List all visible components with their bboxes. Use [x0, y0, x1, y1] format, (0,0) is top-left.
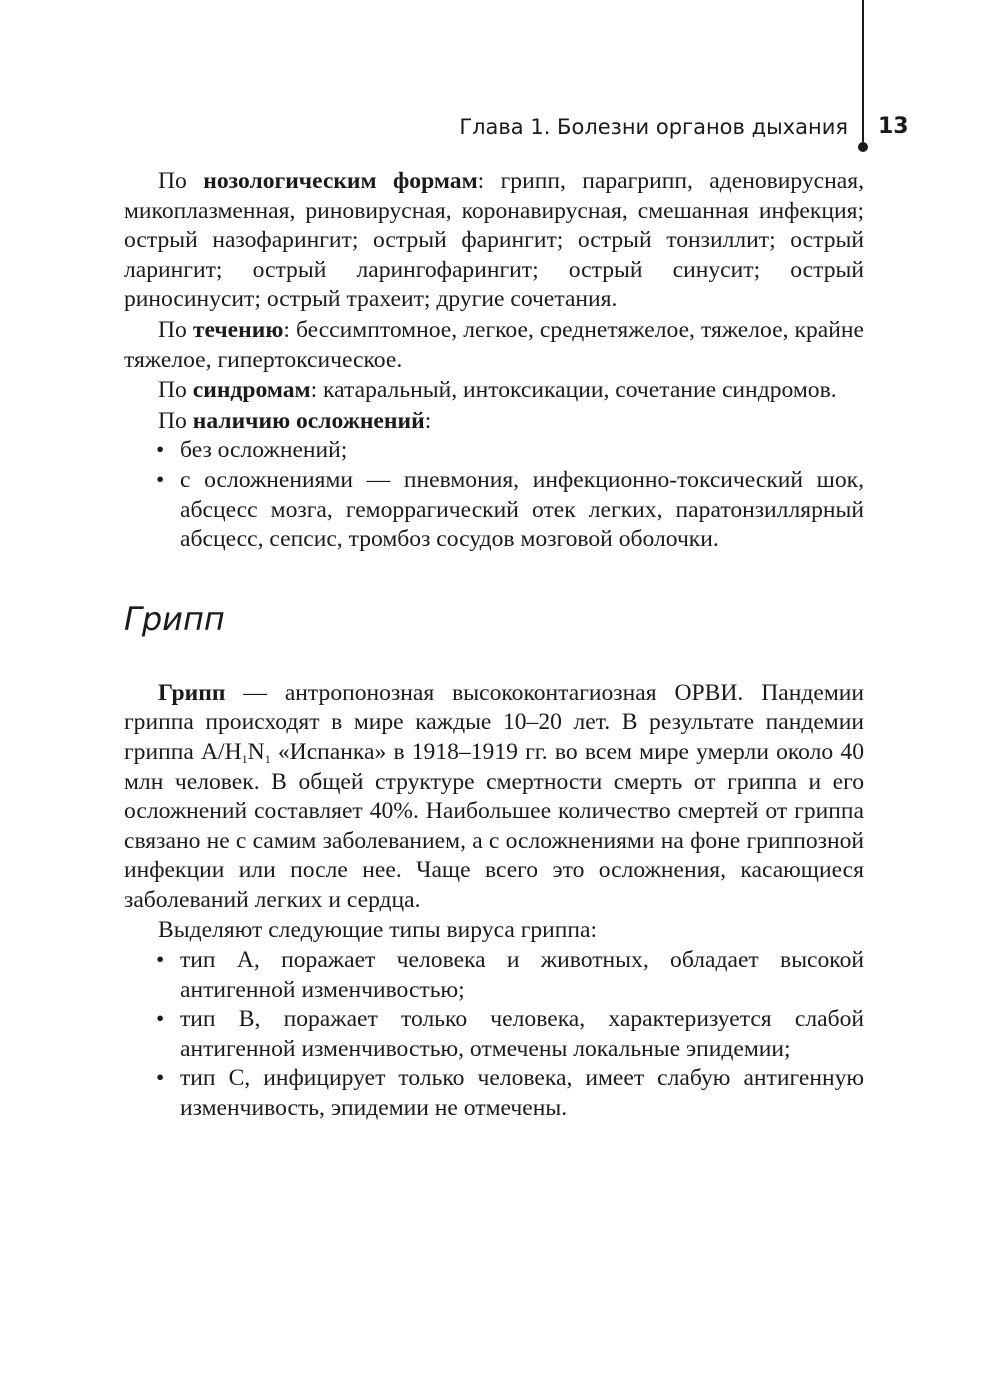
- term-nosological-forms: нозологическим формам: [203, 168, 478, 194]
- list-item: • тип А, поражает человека и животных, обладает высокой антигенной изменчивостью;: [180, 946, 864, 1005]
- paragraph-complications: По наличию осложнений:: [158, 407, 432, 434]
- virus-types-list: [124, 946, 864, 1124]
- term-course: течению: [192, 316, 284, 343]
- margin-rule-dot: [858, 142, 868, 152]
- term-syndromes: синдромам: [192, 377, 311, 404]
- term-influenza: Грипп: [158, 679, 226, 706]
- paragraph-influenza-intro: Грипп — антропонозная высококонтагиозная ОРВИ. Пандемии гриппа происходят в мире каждые 10–20 лет. В результате пандемии гриппа $А/H_1N_1$ «Испанка» в 1918–1919 гг. во всем мире умерли около 40 млн человек. В общей структуре смертности смерть от гриппа и его осложнений составляет 40%. Наибольшее количество смертей от гриппа связано не с самим заболеванием, а с осложнениями на фоне гриппозной инфекции или после нее. Чаще всего это осложнения, касающиеся заболеваний легких и сердца.: [124, 679, 865, 913]
- paragraph-nosological-forms: По нозологическим формам: грипп, парагрипп, аденовирусная, микоплазменная, риновирусная, коронавирусная, смешанная инфекция; острый назофарингит; острый фарингит; острый тонзиллит; острый ларингит; острый ларингофарингит; острый синусит; острый риносинусит; острый трахеит; другие сочетания.: [124, 168, 864, 313]
- running-head: Глава 1. Болезни органов дыхания: [459, 115, 848, 139]
- list-item: • тип С, инфицирует только человека, имеет слабую антигенную изменчивость, эпидемии не отмечены.: [180, 1064, 864, 1123]
- margin-rule: [862, 0, 864, 142]
- paragraph-syndromes: По синдромам: катаральный, интоксикации, сочетание синдромов.: [158, 377, 837, 404]
- page-number: 13: [878, 114, 909, 139]
- section-title: Грипп: [124, 599, 225, 638]
- list-item: • с осложнениями — пневмония, инфекционно-токсический шок, абсцесс мозга, геморрагический отек легких, паратонзиллярный абсцесс, сепсис, тромбоз сосудов мозговой оболочки.: [180, 466, 864, 555]
- paragraph-course: По течению: бессимптомное, легкое, среднетяжелое, тяжелое, крайне тяжелое, гипертоксическое.: [124, 316, 864, 373]
- term-complications: наличию осложнений: [192, 407, 425, 434]
- complications-list: [124, 436, 864, 554]
- list-item: • тип В, поражает только человека, характеризуется слабой антигенной изменчивостью, отмечены локальные эпидемии;: [180, 1005, 864, 1064]
- list-item: • без осложнений;: [180, 436, 864, 466]
- page-body: [124, 167, 864, 1124]
- paragraph-types-intro: Выделяют следующие типы вируса гриппа:: [158, 917, 598, 944]
